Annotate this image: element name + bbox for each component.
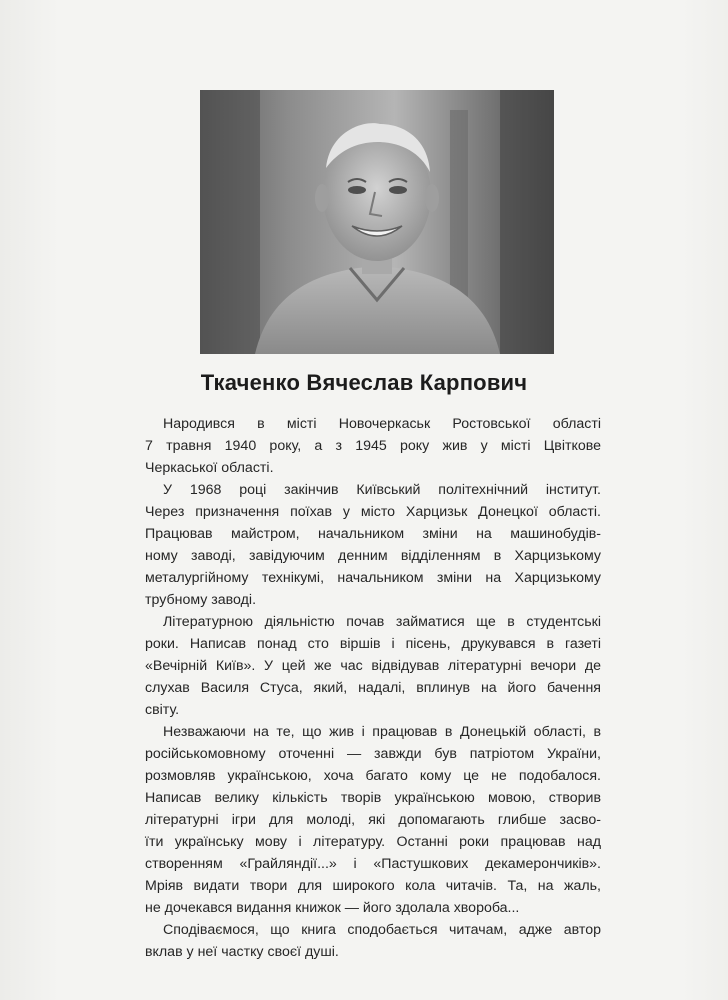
- text-line: Черкаської області.: [145, 460, 274, 476]
- text-line: «Вечірній Київ». У цей же час відвідував літературні вечори де: [145, 658, 601, 674]
- text-line: слухав Василя Стуса, який, надалі, вплинув на його бачення: [145, 680, 601, 696]
- text-line: роки. Написав понад сто віршів і пісень, друкувався в газеті: [145, 636, 601, 652]
- author-portrait-photo: [200, 90, 554, 354]
- text-line: 7 травня 1940 року, а з 1945 року жив у місті Цвіткове: [145, 438, 601, 454]
- text-line: світу.: [145, 702, 180, 718]
- text-line: Мріяв видати твори для широкого кола читачів. Та, на жаль,: [145, 878, 601, 894]
- text-line: російськомовному оточенні — завжди був патріотом України,: [145, 746, 601, 762]
- text-line: Літературною діяльністю почав займатися ще в студентські: [163, 614, 601, 630]
- text-line: трубному заводі.: [145, 592, 257, 608]
- text-line: У 1968 році закінчив Київський політехнічний інститут.: [163, 482, 601, 498]
- text-line: Через призначення поїхав у місто Харцизьк Донецкої області.: [145, 504, 601, 520]
- text-line: створенням «Грайляндії...» і «Пастушкових декамерончиків».: [145, 856, 601, 872]
- text-line: ному заводі, завідуючим денним відділенням в Харцизькому: [145, 548, 601, 564]
- text-line: Народився в місті Новочеркаськ Ростовської області: [163, 416, 601, 432]
- page-title: Ткаченко Вячеслав Карпович: [200, 370, 528, 395]
- text-line: не дочекався видання книжок — його здолала хвороба...: [145, 900, 520, 916]
- text-line: літературні ігри для молоді, які допомагають глибше засво-: [145, 812, 601, 828]
- text-line: металургійному технікумі, начальником зміни на Харцизькому: [145, 570, 601, 586]
- text-line: Незважаючи на те, що жив і працював в Донецькій області, в: [163, 724, 601, 740]
- text-line: їти українську мову і літературу. Останні роки працював над: [145, 834, 601, 850]
- biography-text: [145, 413, 601, 963]
- text-line: Написав велику кількість творів українською мовою, створив: [145, 790, 601, 806]
- text-line: Працював майстром, начальником зміни на машинобудів-: [145, 526, 601, 542]
- text-line: розмовляв українською, хоча багато кому це не подобалося.: [145, 768, 601, 784]
- text-line: вклав у неї частку своєї душі.: [145, 944, 339, 960]
- text-line: Сподіваємося, що книга сподобається читачам, адже автор: [163, 922, 601, 938]
